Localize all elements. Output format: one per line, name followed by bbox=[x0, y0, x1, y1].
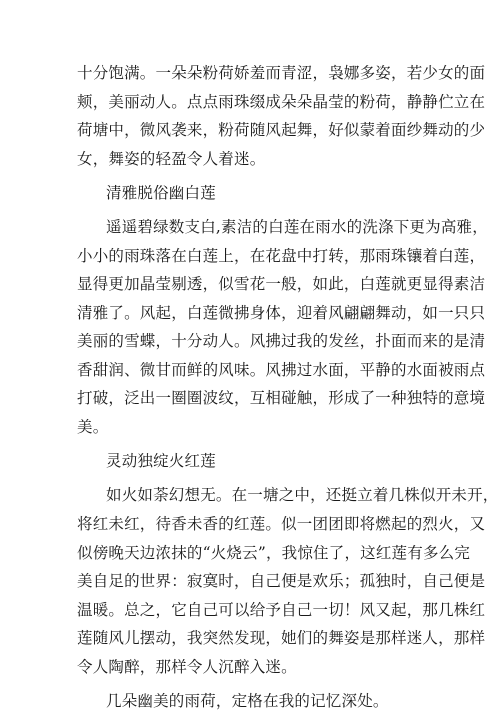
paragraph3-line: 将红未红，待香未香的红莲。似一团团即将燃起的烈火，又 bbox=[77, 515, 486, 533]
paragraph2-line: 香甜润、微甘而鲜的风味。风拂过水面，平静的水面被雨点 bbox=[77, 361, 486, 379]
paragraph3-line: 美自足的世界：寂寞时，自己便是欢乐；孤独时，自己便是 bbox=[77, 572, 486, 590]
paragraph1-line: 颊，美丽动人。点点雨珠缀成朵朵晶莹的粉荷，静静伫立在 bbox=[77, 93, 486, 111]
paragraph1-line: 女，舞姿的轻盈令人着迷。 bbox=[77, 150, 266, 168]
paragraph1-line: 荷塘中，微风袭来，粉荷随风起舞，好似蒙着面纱舞动的少 bbox=[77, 121, 486, 139]
paragraph3-line: 似傍晚天边浓抹的“火烧云”，我惊住了，这红莲有多么完 bbox=[77, 544, 471, 562]
section-heading-white-lotus: 清雅脱俗幽白莲 bbox=[106, 184, 216, 202]
paragraph3-line: 令人陶醉，那样令人沉醉入迷。 bbox=[77, 658, 297, 676]
paragraph2-line: 美。 bbox=[77, 418, 109, 436]
paragraph2-line: 显得更加晶莹剔透，似雪花一般，如此，白莲就更显得素洁 bbox=[77, 275, 486, 293]
section-heading-red-lotus: 灵动独绽火红莲 bbox=[106, 452, 216, 470]
paragraph2-line: 遥遥碧绿数支白,素洁的白莲在雨水的洗涤下更为高雅， bbox=[106, 218, 488, 236]
paragraph1-line: 十分饱满。一朵朵粉荷娇羞而青涩，袅娜多姿，若少女的面 bbox=[77, 64, 486, 82]
closing-line: 几朵幽美的雨荷，定格在我的记忆深处。 bbox=[106, 692, 389, 710]
paragraph2-line: 打破，泛出一圈圈波纹，互相碰触，形成了一种独特的意境 bbox=[77, 389, 486, 407]
paragraph3-line: 温暖。总之，它自己可以给予自己一切！风又起，那几株红 bbox=[77, 601, 486, 619]
paragraph2-line: 清雅了。风起，白莲微拂身体，迎着风翩翩舞动，如一只只 bbox=[77, 304, 486, 322]
paragraph2-line: 美丽的雪蝶，十分动人。风拂过我的发丝，扑面而来的是清 bbox=[77, 332, 486, 350]
paragraph3-line: 如火如荼幻想无。在一塘之中，还挺立着几株似开未开， bbox=[106, 486, 499, 504]
paragraph3-line: 莲随风儿摆动，我突然发现，她们的舞姿是那样迷人，那样 bbox=[77, 629, 486, 647]
paragraph2-line: 小小的雨珠落在白莲上，在花盘中打转，那雨珠镶着白莲， bbox=[77, 247, 486, 265]
